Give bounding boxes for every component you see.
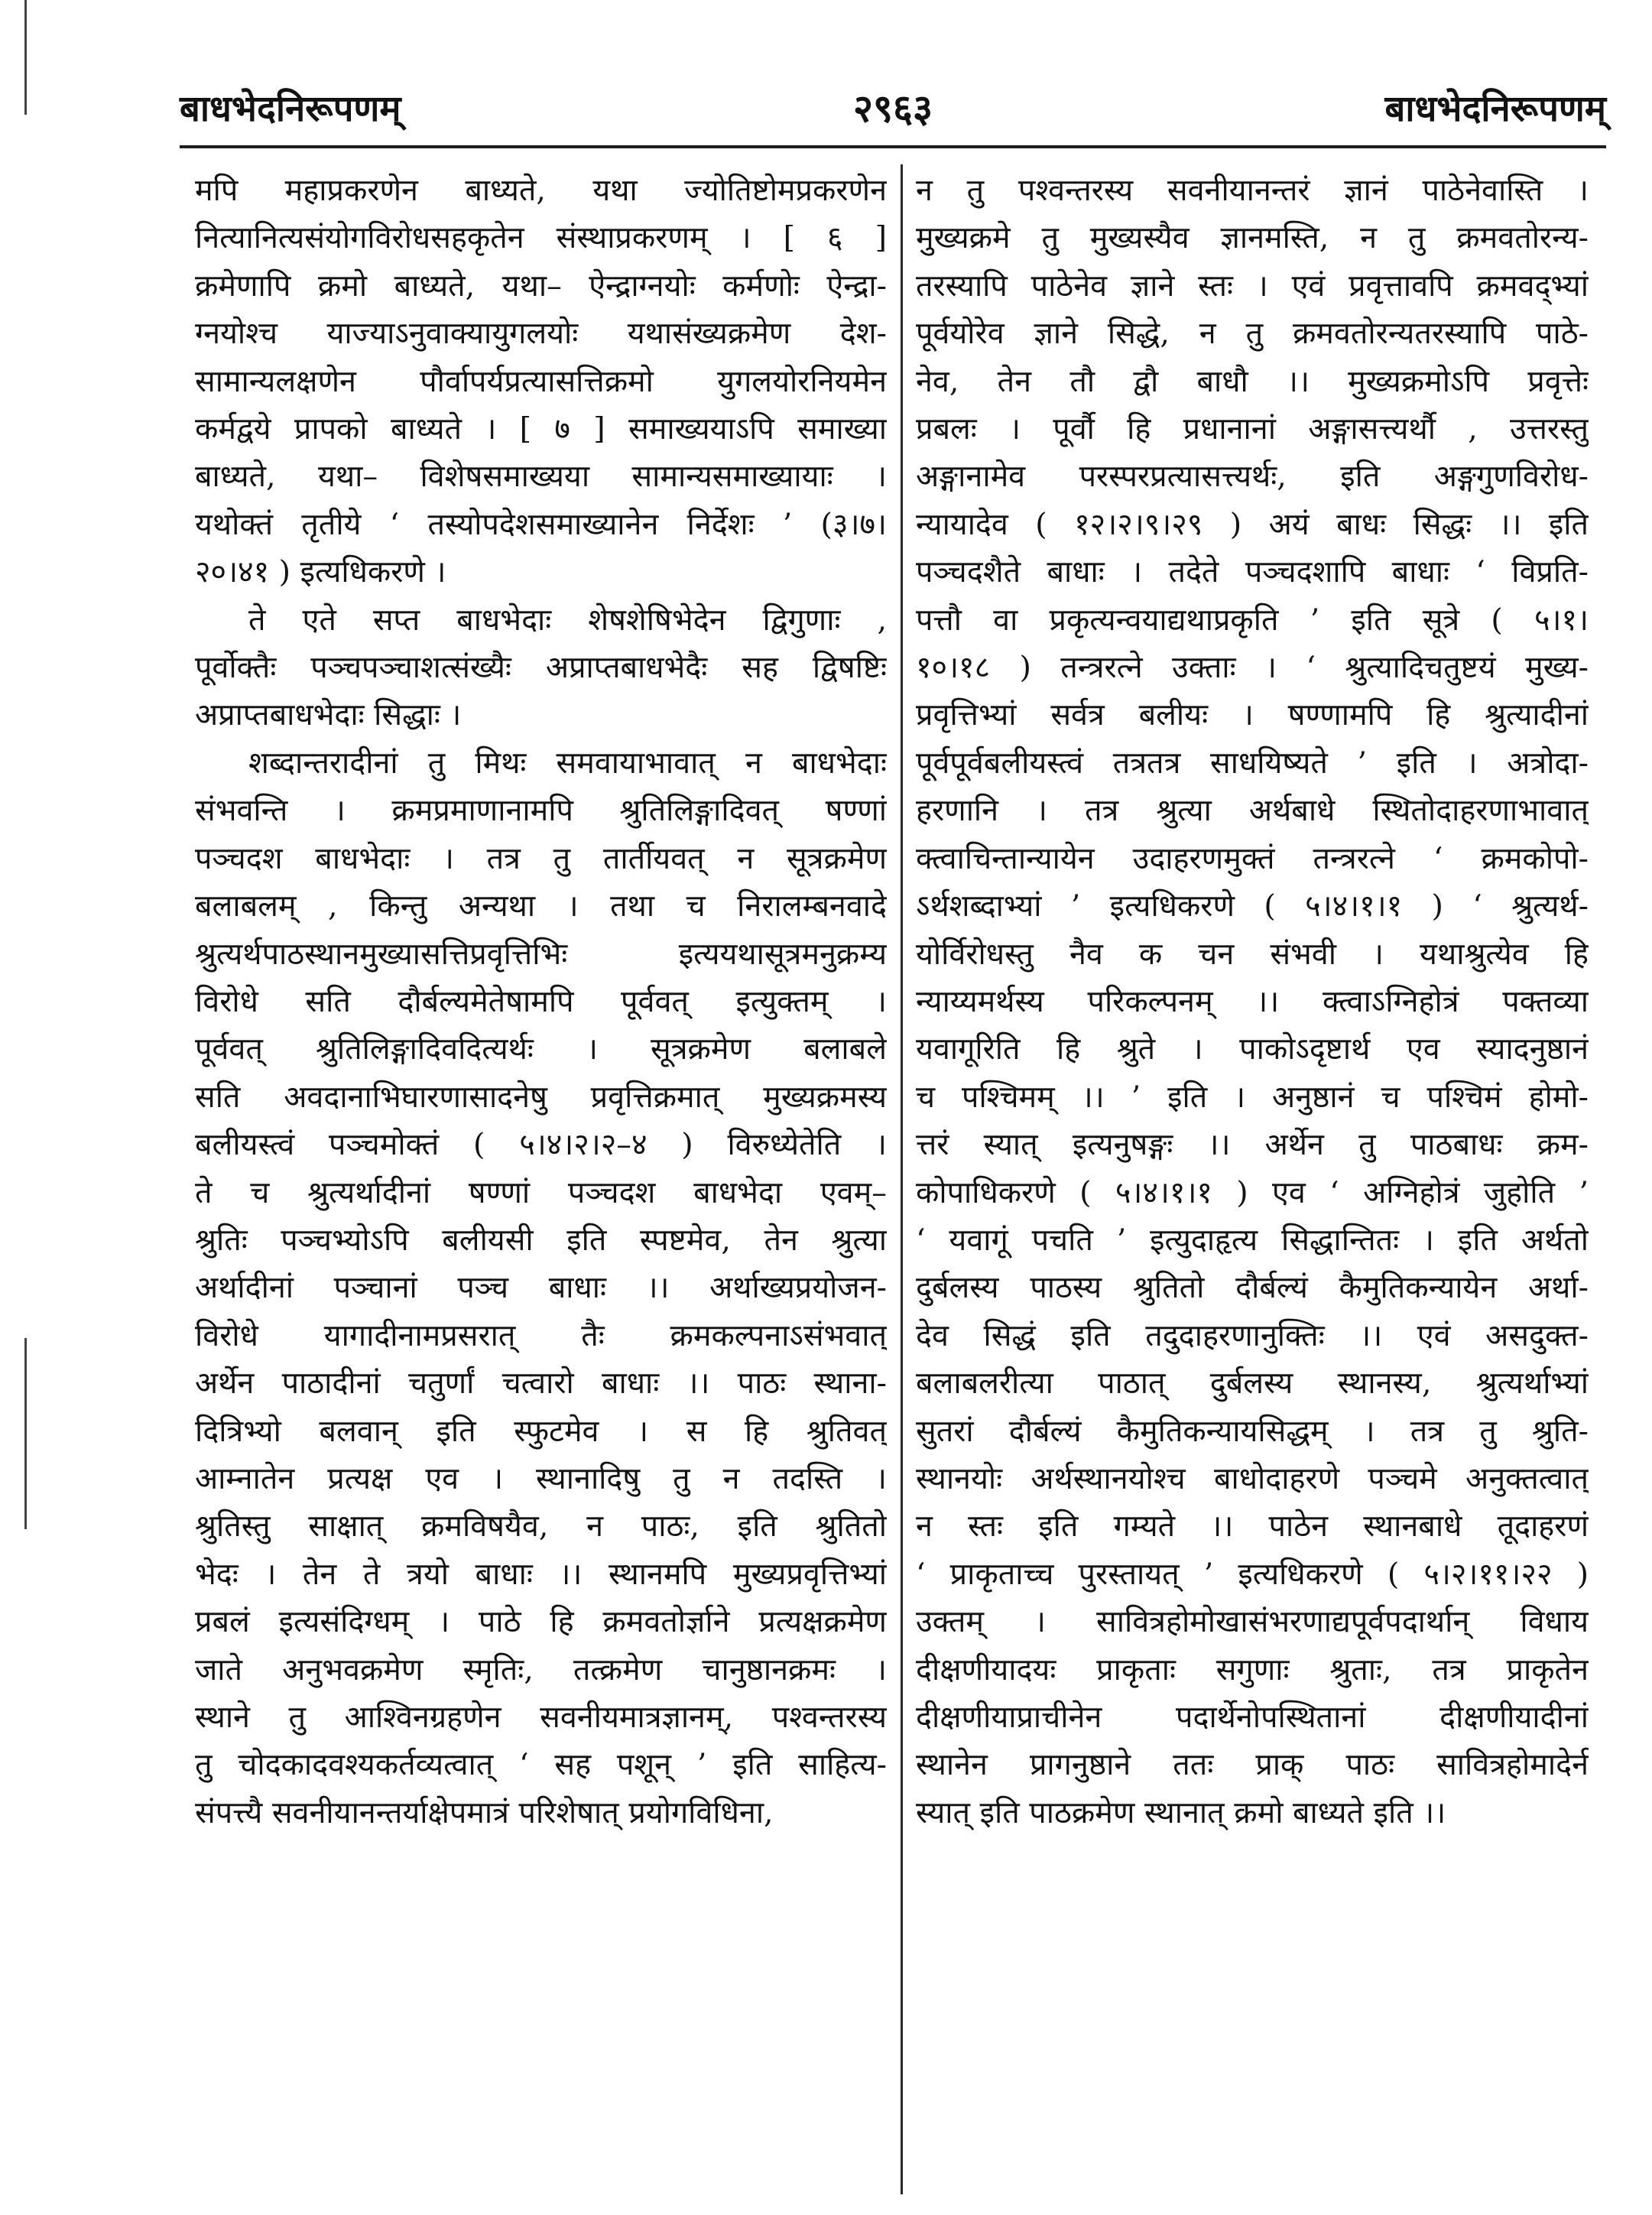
text-line: बाध्यते, यथा– विशेषसमाख्यया सामान्यसमाख्यायाः । xyxy=(195,459,887,495)
scan-edge-line xyxy=(24,0,27,115)
text-line: दुर्बलस्य पाठस्य श्रुतितो दौर्बल्यं कैमुतिकन्यायेन अर्था- xyxy=(916,1270,1589,1306)
text-line: श्रुतिः पञ्चभ्योऽपि बलीयसी इति स्पष्टमेव, तेन श्रुत्या xyxy=(195,1222,887,1258)
text-line: श्रुतिस्तु साक्षात् क्रमविषयैव, न पाठः, इति श्रुतितो xyxy=(195,1509,887,1544)
left-text-column xyxy=(195,167,887,2193)
text-line: बलाबलम् , किन्तु अन्यथा । तथा च निरालम्बनवादे xyxy=(195,888,887,924)
text-line: ग्नयोश्च याज्याऽनुवाक्यायुगलयोः यथासंख्यक्रमेण देश- xyxy=(195,316,887,352)
text-line: देव सिद्धं इति तदुदाहरणानुक्तिः ।। एवं असदुक्त- xyxy=(916,1317,1589,1353)
text-line: अप्राप्तबाधभेदाः सिद्धाः । xyxy=(195,697,462,733)
text-line: अङ्गानामेव परस्परप्रत्यासत्त्यर्थः, इति अङ्गगुणविरोध- xyxy=(916,459,1589,495)
text-line: नेव, तेन तौ द्वौ बाधौ ।। मुख्यक्रमोऽपि प्रवृत्तेः xyxy=(916,363,1589,399)
text-line: अर्थादीनां पञ्चानां पञ्च बाधाः ।। अर्थाख्यप्रयोजन- xyxy=(195,1270,887,1306)
text-line: ‘ प्राकृताच्च पुरस्तायत् ’ इत्यधिकरणे ( ५।२।११।२२ ) xyxy=(916,1556,1589,1592)
text-line: तु चोदकादवश्यकर्तव्यत्वात् ‘ सह पशून् ’ इति साहित्य- xyxy=(195,1747,887,1783)
text-line: बलीयस्त्वं पञ्चमोक्तं ( ५।४।२।२–४ ) विरुध्येतेति । xyxy=(195,1127,887,1163)
text-line: पूर्वयोरेव ज्ञाने सिद्धे, न तु क्रमवतोरन्यतरस्यापि पाठे- xyxy=(916,316,1589,352)
text-line: पञ्चदश बाधभेदाः । तत्र तु तार्तीयवत् न सूत्रक्रमेण xyxy=(195,840,887,876)
text-line: पूर्वपूर्वबलीयस्त्वं तत्रतत्र साधयिष्यते ’ इति । अत्रोदा- xyxy=(916,745,1589,781)
text-line: दीक्षणीयाप्राचीनेन पदार्थेनोपस्थितानां दीक्षणीयादीनां xyxy=(916,1700,1589,1735)
text-line: दित्रिभ्यो बलवान् इति स्फुटमेव । स हि श्रुतिवत् xyxy=(195,1413,887,1449)
text-line: आम्नातेन प्रत्यक्ष एव । स्थानादिषु तु न तदस्ति । xyxy=(195,1460,887,1496)
text-line: पत्तौ वा प्रकृत्यन्वयाद्यथाप्रकृति ’ इति सूत्रे ( ५।१। xyxy=(916,602,1589,638)
text-line: भेदः । तेन ते त्रयो बाधाः ।। स्थानमपि मुख्यप्रवृत्तिभ्यां xyxy=(195,1556,887,1592)
text-line: शब्दान्तरादीनां तु मिथः समवायाभावात् न बाधभेदाः xyxy=(248,745,887,781)
text-line: ते च श्रुत्यर्थादीनां षण्णां पञ्चदश बाधभेदा एवम्– xyxy=(195,1174,887,1210)
text-line: पञ्चदशैते बाधाः । तदेते पञ्चदशापि बाधाः ‘ विप्रति- xyxy=(916,554,1589,590)
header-left-title: बाधभेदनिरूपणम् xyxy=(180,88,401,130)
text-line: संपत्त्यै सवनीयानन्तर्याक्षेपमात्रं परिशेषात् प्रयोगविधिना, xyxy=(195,1794,774,1830)
text-line: दीक्षणीयादयः प्राकृताः सगुणाः श्रुताः, तत्र प्राकृतेन xyxy=(916,1652,1589,1687)
text-line: च पश्चिमम् ।। ’ इति । अनुष्ठानं च पश्चिमं होमो- xyxy=(916,1079,1589,1115)
column-divider xyxy=(901,164,903,2194)
text-line: १०।१८ ) तन्त्ररत्ने उक्ताः । ‘ श्रुत्यादिचतुष्टयं मुख्य- xyxy=(916,650,1589,686)
text-line: प्रबलं इत्यसंदिग्धम् । पाठे हि क्रमवतोर्ज्ञाने प्रत्यक्षक्रमेण xyxy=(195,1604,887,1640)
text-line: कर्मद्वये प्रापको बाध्यते । [ ७ ] समाख्ययाऽपि समाख्या xyxy=(195,411,887,447)
text-line: जाते अनुभवक्रमेण स्मृतिः, तत्क्रमेण चानुष्ठानक्रमः । xyxy=(195,1652,887,1687)
text-line: क्त्वाचिन्तान्यायेन उदाहरणमुक्तं तन्त्ररत्ने ‘ क्रमकोपो- xyxy=(916,840,1589,876)
text-line: ‘ यवागूं पचति ’ इत्युदाहृत्य सिद्धान्तितः । इति अर्थतो xyxy=(916,1222,1589,1258)
text-line: पूर्वोक्तैः पञ्चपञ्चाशत्संख्यैः अप्राप्तबाधभेदैः सह द्विषष्टिः xyxy=(195,650,887,686)
header-right-title: बाधभेदनिरूपणम् xyxy=(1384,88,1606,130)
page-number: २९६३ xyxy=(853,86,933,131)
text-line: संभवन्ति । क्रमप्रमाणानामपि श्रुतिलिङ्गादिवत् षण्णां xyxy=(195,793,887,829)
text-line: न तु पश्वन्तरस्य सवनीयानन्तरं ज्ञानं पाठेनेवास्ति । xyxy=(916,173,1589,208)
text-line: पूर्ववत् श्रुतिलिङ्गादिवदित्यर्थः । सूत्रक्रमेण बलाबले xyxy=(195,1031,887,1067)
text-line: प्रबलः । पूर्वौ हि प्रधानानां अङ्गासत्त्यर्थौ , उत्तरस्तु xyxy=(916,411,1589,447)
text-line: यवागूरिति हि श्रुते । पाकोऽदृष्टार्थ एव स्यादनुष्ठानं xyxy=(916,1031,1589,1067)
text-line: स्थाने तु आश्विनग्रहणेन सवनीयमात्रज्ञानम्, पश्वन्तरस्य xyxy=(195,1700,887,1735)
text-line: श्रुत्यर्थपाठस्थानमुख्यासत्तिप्रवृत्तिभिः इत्ययथासूत्रमनुक्रम्य xyxy=(195,936,887,972)
text-line: ते एते सप्त बाधभेदाः शेषशेषिभेदेन द्विगुणाः , xyxy=(248,602,887,638)
text-line: बलाबलरीत्या पाठात् दुर्बलस्य स्थानस्य, श्रुत्यर्थाभ्यां xyxy=(916,1366,1589,1401)
text-line: प्रवृत्तिभ्यां सर्वत्र बलीयः । षण्णामपि हि श्रुत्यादीनां xyxy=(916,697,1589,733)
text-line: सति अवदानाभिघारणासादनेषु प्रवृत्तिक्रमात् मुख्यक्रमस्य xyxy=(195,1079,887,1115)
header-rule xyxy=(180,145,1606,148)
text-line: स्यात् इति पाठक्रमेण स्थानात् क्रमो बाध्यते इति ।। xyxy=(916,1794,1446,1830)
text-line: नित्यानित्यसंयोगविरोधसहकृतेन संस्थाप्रकरणम् । [ ६ ] xyxy=(195,220,887,256)
page-header xyxy=(180,76,1606,138)
text-line: मपि महाप्रकरणेन बाध्यते, यथा ज्योतिष्टोमप्रकरणेन xyxy=(195,173,887,208)
text-line: २०।४१ ) इत्यधिकरणे । xyxy=(195,554,446,590)
text-line: न्यायादेव ( १२।२।९।२९ ) अयं बाधः सिद्धः ।। इति xyxy=(916,506,1589,542)
text-line: उक्तम् । सावित्रहोमोखासंभरणाद्यपूर्वपदार्थान् विधाय xyxy=(916,1604,1589,1640)
text-line: न स्तः इति गम्यते ।। पाठेन स्थानबाधे तूदाहरणं xyxy=(916,1509,1589,1544)
text-line: यथोक्तं तृतीये ‘ तस्योपदेशसमाख्यानेन निर्देशः ’ (३।७। xyxy=(195,506,887,542)
text-line: हरणानि । तत्र श्रुत्या अर्थबाधे स्थितोदाहरणाभावात् xyxy=(916,793,1589,829)
text-line: स्थानेन प्रागनुष्ठाने ततः प्राक् पाठः सावित्रहोमादेर्न xyxy=(916,1747,1589,1783)
text-line: क्रमेणापि क्रमो बाध्यते, यथा– ऐन्द्राग्नयोः कर्मणोः ऐन्द्रा- xyxy=(195,268,887,304)
text-line: अर्थेन पाठादीनां चतुर्णां चत्वारो बाधाः ।। पाठः स्थाना- xyxy=(195,1366,887,1401)
text-line: ऽर्थशब्दाभ्यां ’ इत्यधिकरणे ( ५।४।१।१ ) ‘ श्रुत्यर्थ- xyxy=(916,888,1589,924)
text-line: कोपाधिकरणे ( ५।४।१।१ ) एव ‘ अग्निहोत्रं जुहोति ’ xyxy=(916,1174,1589,1210)
text-line: सुतरां दौर्बल्यं कैमुतिकन्यायसिद्धम् । तत्र तु श्रुति- xyxy=(916,1413,1589,1449)
right-text-column xyxy=(916,167,1589,2193)
text-line: योर्विरोधस्तु नैव क चन संभवी । यथाश्रुत्येव हि xyxy=(916,936,1589,972)
scan-edge-line-lower xyxy=(24,1338,27,1529)
text-line: स्थानयोः अर्थस्थानयोश्च बाधोदाहरणे पञ्चमे अनुक्तत्वात् xyxy=(916,1460,1589,1496)
text-line: विरोधे सति दौर्बल्यमेतेषामपि पूर्ववत् इत्युक्तम् । xyxy=(195,983,887,1019)
text-line: त्तरं स्यात् इत्यनुषङ्गः ।। अर्थेन तु पाठबाधः क्रम- xyxy=(916,1127,1589,1163)
text-line: तरस्यापि पाठेनेव ज्ञाने स्तः । एवं प्रवृत्तावपि क्रमवद्भ्यां xyxy=(916,268,1589,304)
text-line: मुख्यक्रमे तु मुख्यस्यैव ज्ञानमस्ति, न तु क्रमवतोरन्य- xyxy=(916,220,1589,256)
text-line: विरोधे यागादीनामप्रसरात् तैः क्रमकल्पनाऽसंभवात् xyxy=(195,1317,887,1353)
text-line: सामान्यलक्षणेन पौर्वापर्यप्रत्यासत्तिक्रमो युगलयोरनियमेन xyxy=(195,363,887,399)
text-line: न्याय्यमर्थस्य परिकल्पनम् ।। क्त्वाऽग्निहोत्रं पक्तव्या xyxy=(916,983,1589,1019)
